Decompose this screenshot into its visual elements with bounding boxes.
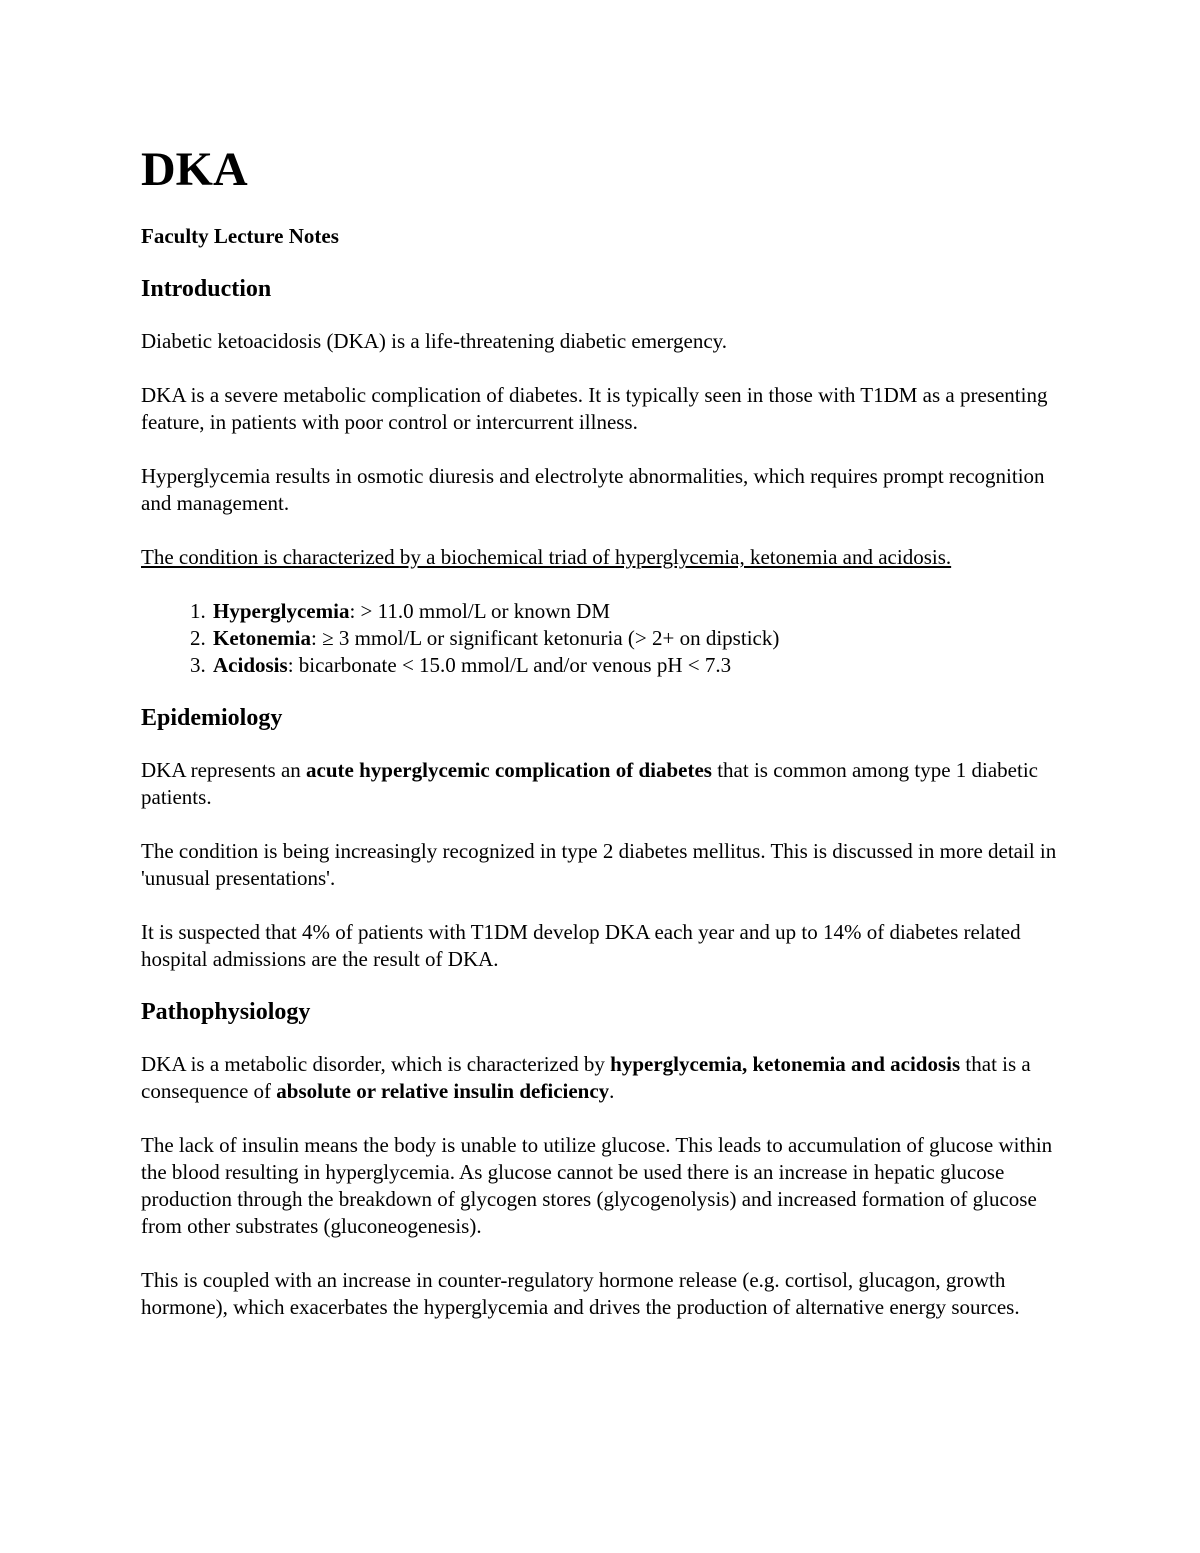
list-item-term: Hyperglycemia: [213, 599, 350, 623]
heading-epidemiology: Epidemiology: [141, 705, 283, 731]
list-item-detail: : > 11.0 mmol/L or known DM: [349, 599, 610, 623]
text-run: that is a consequence of: [141, 1052, 1031, 1103]
intro-paragraph-3: Hyperglycemia results in osmotic diuresis and electrolyte abnormalities, which requires prompt recognition and management.: [141, 464, 1045, 515]
bold-run: hyperglycemia, ketonemia and acidosis: [610, 1052, 961, 1076]
document-page: [141, 140, 1071, 1321]
text-run: .: [609, 1079, 615, 1103]
bold-run: absolute or relative insulin deficiency: [276, 1079, 610, 1103]
patho-paragraph-3: This is coupled with an increase in counter-regulatory hormone release (e.g. cortisol, glucagon, growth hormone), which exacerbates the hyperglycemia and drives the production of alternative energy sources.: [141, 1268, 1020, 1319]
document-subtitle: Faculty Lecture Notes: [141, 224, 339, 248]
triad-list: [141, 598, 1071, 679]
intro-triad-statement: The condition is characterized by a biochemical triad of hyperglycemia, ketonemia and acidosis.: [141, 545, 952, 569]
text-run: DKA is a metabolic disorder, which is characterized by: [141, 1052, 611, 1076]
list-item-term: Acidosis: [213, 653, 288, 677]
list-item: [211, 598, 1071, 625]
bold-run: acute hyperglycemic complication of diabetes: [306, 758, 712, 782]
patho-paragraph-1: [141, 1051, 1071, 1105]
list-item-detail: : bicarbonate < 15.0 mmol/L and/or venous pH < 7.3: [287, 653, 732, 677]
patho-paragraph-2: The lack of insulin means the body is unable to utilize glucose. This leads to accumulation of glucose within the blood resulting in hyperglycemia. As glucose cannot be used there is an increase in hepatic glucose production through the breakdown of glycogen stores (glycogenolysis) and increased formation of glucose from other substrates (gluconeogenesis).: [141, 1133, 1053, 1238]
epi-paragraph-1: [141, 757, 1071, 811]
epi-paragraph-2: The condition is being increasingly recognized in type 2 diabetes mellitus. This is discussed in more detail in 'unusual presentations'.: [141, 839, 1057, 890]
list-item-detail: : ≥ 3 mmol/L or significant ketonuria (> 2+ on dipstick): [310, 626, 780, 650]
heading-introduction: Introduction: [141, 276, 272, 302]
document-title: DKA: [141, 143, 248, 196]
intro-paragraph-1: Diabetic ketoacidosis (DKA) is a life-threatening diabetic emergency.: [141, 329, 728, 353]
intro-paragraph-2: DKA is a severe metabolic complication of diabetes. It is typically seen in those with T1DM as a presenting feature, in patients with poor control or intercurrent illness.: [141, 383, 1048, 434]
list-item-term: Ketonemia: [213, 626, 311, 650]
heading-pathophysiology: Pathophysiology: [141, 999, 311, 1025]
text-run: DKA represents an: [141, 758, 307, 782]
text-run: that is common among type 1 diabetic patients.: [141, 758, 1038, 809]
list-item: [211, 652, 1071, 679]
list-item: [211, 625, 1071, 652]
epi-paragraph-3: It is suspected that 4% of patients with T1DM develop DKA each year and up to 14% of diabetes related hospital admissions are the result of DKA.: [141, 920, 1021, 971]
